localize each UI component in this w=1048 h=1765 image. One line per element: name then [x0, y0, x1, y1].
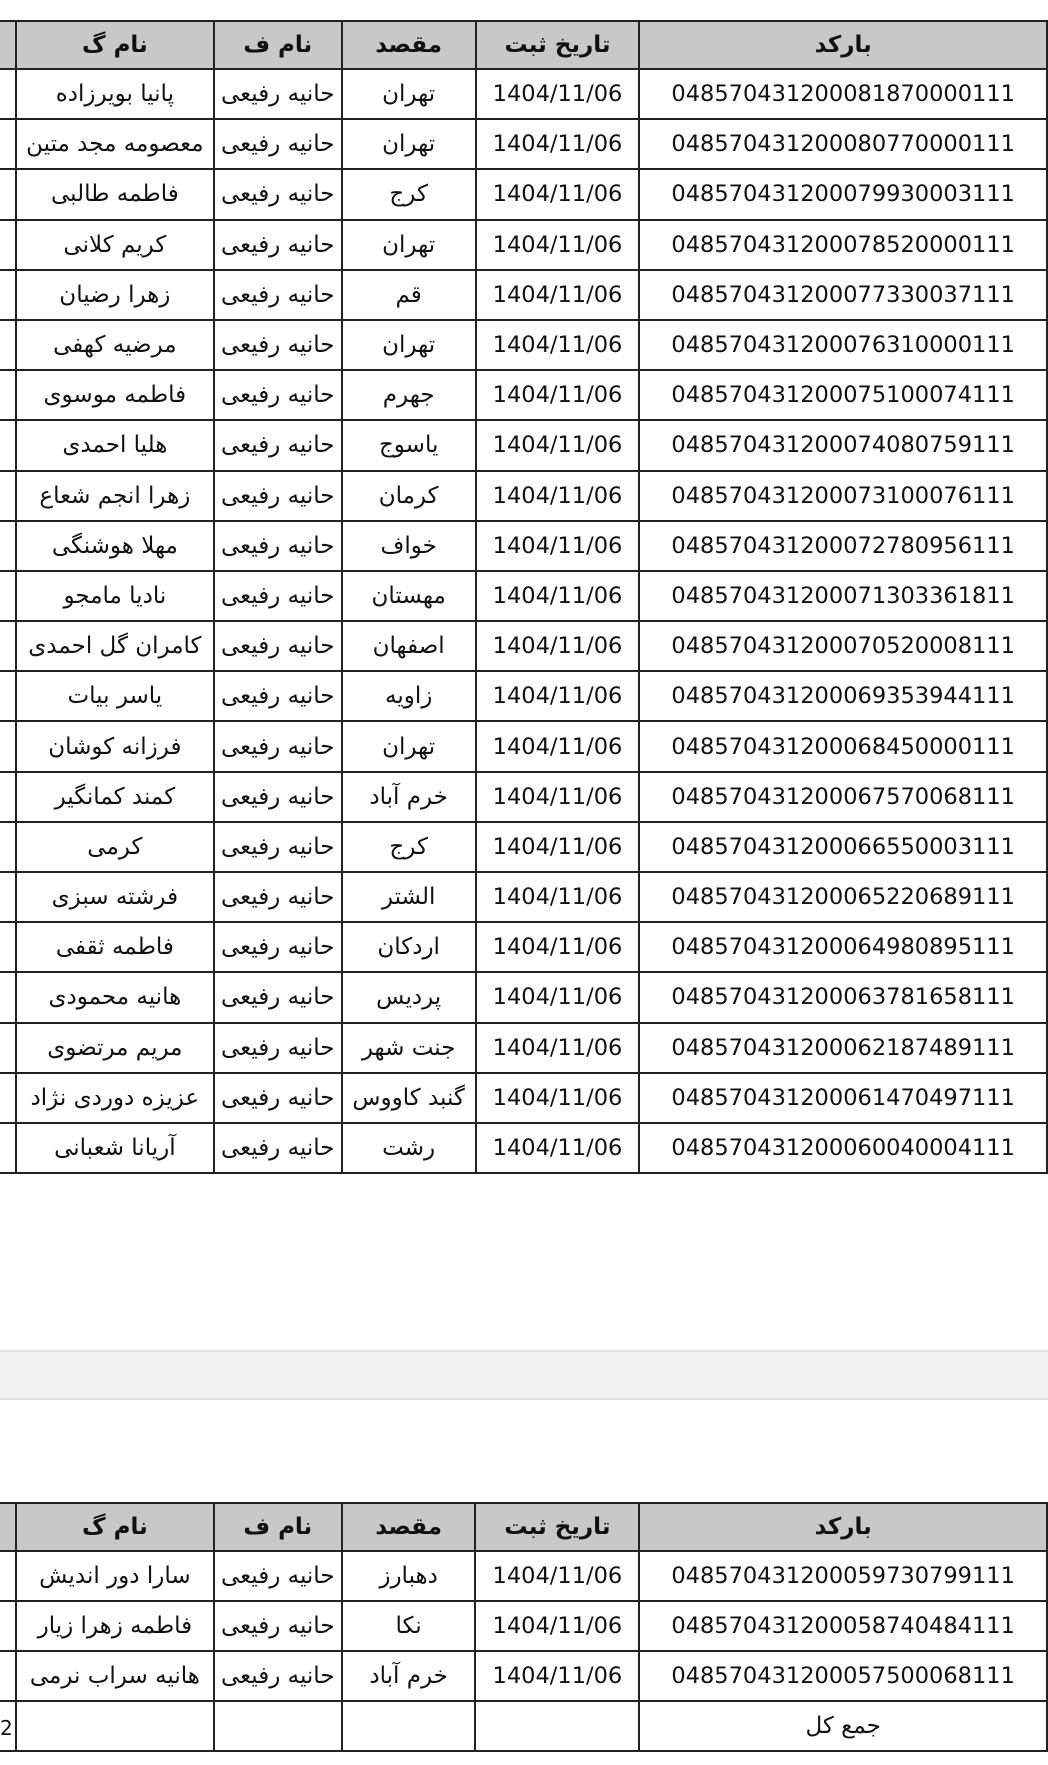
sender-cell: حانیه رفیعی [214, 671, 342, 721]
receiver-cell: فاطمه طالبی [16, 169, 214, 219]
destination-cell: تهران [342, 69, 476, 119]
row-edge-cell [0, 220, 16, 270]
table-row [0, 822, 1047, 872]
row-edge-cell [0, 872, 16, 922]
barcode-cell: 048570431200081870000111 [639, 69, 1047, 119]
table-header-row [0, 21, 1047, 69]
destination-cell: قم [342, 270, 476, 320]
destination-cell: تهران [342, 220, 476, 270]
table-row [0, 1023, 1047, 1073]
row-edge-cell [0, 1123, 16, 1173]
date-cell: 1404/11/06 [475, 1651, 639, 1701]
table-header-row [0, 1503, 1047, 1551]
total-empty-cell [342, 1701, 476, 1751]
total-empty-cell [16, 1701, 214, 1751]
section-separator [0, 1350, 1048, 1400]
total-empty-cell [475, 1701, 639, 1751]
table-row [0, 270, 1047, 320]
table-row [0, 621, 1047, 671]
header-receiver: نام گ [16, 21, 214, 69]
row-edge-cell [0, 370, 16, 420]
receiver-cell: فاطمه زهرا زیار [16, 1601, 214, 1651]
barcode-cell: 048570431200058740484111 [639, 1601, 1047, 1651]
row-edge-cell [0, 1551, 16, 1601]
sender-cell: حانیه رفیعی [214, 69, 342, 119]
table-row [0, 69, 1047, 119]
receiver-cell: نادیا مامجو [16, 571, 214, 621]
total-label: جمع کل [639, 1701, 1047, 1751]
table-row [0, 671, 1047, 721]
table-row [0, 471, 1047, 521]
sender-cell: حانیه رفیعی [214, 320, 342, 370]
barcode-cell: 048570431200078520000111 [639, 220, 1047, 270]
date-cell: 1404/11/06 [476, 922, 640, 972]
destination-cell: کرج [342, 822, 476, 872]
header-destination: مقصد [342, 21, 476, 69]
destination-cell: مهستان [342, 571, 476, 621]
sender-cell: حانیه رفیعی [214, 370, 342, 420]
table-row [0, 370, 1047, 420]
receiver-cell: یاسر بیات [16, 671, 214, 721]
receiver-cell: فرشته سبزی [16, 872, 214, 922]
destination-cell: دهبارز [342, 1551, 476, 1601]
receiver-cell: کامران گل احمدی [16, 621, 214, 671]
sender-cell: حانیه رفیعی [214, 1551, 342, 1601]
row-edge-cell [0, 571, 16, 621]
barcode-cell: 048570431200079930003111 [639, 169, 1047, 219]
receiver-cell: فرزانه کوشان [16, 721, 214, 771]
table-row [0, 721, 1047, 771]
destination-cell: جهرم [342, 370, 476, 420]
barcode-cell: 048570431200059730799111 [639, 1551, 1047, 1601]
receiver-cell: سارا دور اندیش [16, 1551, 214, 1601]
table-body-top [0, 69, 1047, 1173]
sender-cell: حانیه رفیعی [214, 972, 342, 1022]
barcode-cell: 048570431200066550003111 [639, 822, 1047, 872]
receiver-cell: آریانا شعبانی [16, 1123, 214, 1173]
destination-cell: تهران [342, 320, 476, 370]
destination-cell: خرم آباد [342, 772, 476, 822]
sender-cell: حانیه رفیعی [214, 621, 342, 671]
barcode-cell: 048570431200064980895111 [639, 922, 1047, 972]
header-date: تاریخ ثبت [475, 1503, 639, 1551]
row-edge-cell [0, 772, 16, 822]
sender-cell: حانیه رفیعی [214, 270, 342, 320]
row-edge-cell [0, 1023, 16, 1073]
receiver-cell: پانیا بویرزاده [16, 69, 214, 119]
header-date: تاریخ ثبت [476, 21, 640, 69]
receiver-cell: فاطمه ثقفی [16, 922, 214, 972]
destination-cell: رشت [342, 1123, 476, 1173]
sender-cell: حانیه رفیعی [214, 119, 342, 169]
total-edge-digit: 2 [0, 1716, 13, 1740]
date-cell: 1404/11/06 [476, 671, 640, 721]
receiver-cell: کرمی [16, 822, 214, 872]
barcode-cell: 048570431200060040004111 [639, 1123, 1047, 1173]
barcode-cell: 048570431200068450000111 [639, 721, 1047, 771]
barcode-cell: 048570431200071303361811 [639, 571, 1047, 621]
header-sender: نام ف [214, 21, 342, 69]
sender-cell: حانیه رفیعی [214, 1023, 342, 1073]
sender-cell: حانیه رفیعی [214, 1073, 342, 1123]
date-cell: 1404/11/06 [476, 69, 640, 119]
table-row [0, 1073, 1047, 1123]
barcode-cell: 048570431200067570068111 [639, 772, 1047, 822]
row-edge-cell [0, 1651, 16, 1701]
barcode-cell: 048570431200057500068111 [639, 1651, 1047, 1701]
date-cell: 1404/11/06 [476, 119, 640, 169]
receiver-cell: معصومه مجد متین [16, 119, 214, 169]
barcode-cell: 048570431200076310000111 [639, 320, 1047, 370]
row-edge-cell [0, 1601, 16, 1651]
table-row [0, 571, 1047, 621]
receiver-cell: مهلا هوشنگی [16, 521, 214, 571]
barcode-cell: 048570431200080770000111 [639, 119, 1047, 169]
barcode-cell: 048570431200074080759111 [639, 420, 1047, 470]
sender-cell: حانیه رفیعی [214, 1601, 342, 1651]
sender-cell: حانیه رفیعی [214, 922, 342, 972]
date-cell: 1404/11/06 [476, 270, 640, 320]
table-row [0, 220, 1047, 270]
date-cell: 1404/11/06 [476, 220, 640, 270]
receiver-cell: مریم مرتضوی [16, 1023, 214, 1073]
receiver-cell: کریم کلانی [16, 220, 214, 270]
date-cell: 1404/11/06 [476, 471, 640, 521]
sender-cell: حانیه رفیعی [214, 1651, 342, 1701]
table-row [0, 1651, 1047, 1701]
row-edge-cell [0, 471, 16, 521]
date-cell: 1404/11/06 [476, 169, 640, 219]
header-edge [0, 1503, 16, 1551]
table-row [0, 1123, 1047, 1173]
table-row [0, 922, 1047, 972]
date-cell: 1404/11/06 [475, 1551, 639, 1601]
shipments-table-bottom [0, 1502, 1048, 1752]
destination-cell: زاویه [342, 671, 476, 721]
destination-cell: پردیس [342, 972, 476, 1022]
sender-cell: حانیه رفیعی [214, 872, 342, 922]
barcode-cell: 048570431200061470497111 [639, 1073, 1047, 1123]
barcode-cell: 048570431200062187489111 [639, 1023, 1047, 1073]
table-row [0, 521, 1047, 571]
destination-cell: اصفهان [342, 621, 476, 671]
sender-cell: حانیه رفیعی [214, 721, 342, 771]
receiver-cell: مرضیه کهفی [16, 320, 214, 370]
receiver-cell: فاطمه موسوی [16, 370, 214, 420]
table-row [0, 1551, 1047, 1601]
destination-cell: الشتر [342, 872, 476, 922]
table-row [0, 772, 1047, 822]
row-edge-cell [0, 169, 16, 219]
date-cell: 1404/11/06 [476, 1023, 640, 1073]
header-sender: نام ف [214, 1503, 342, 1551]
sender-cell: حانیه رفیعی [214, 822, 342, 872]
row-edge-cell [0, 521, 16, 571]
row-edge-cell [0, 621, 16, 671]
table-row [0, 119, 1047, 169]
header-barcode: بارکد [639, 1503, 1047, 1551]
row-edge-cell [0, 320, 16, 370]
destination-cell: جنت شهر [342, 1023, 476, 1073]
date-cell: 1404/11/06 [476, 521, 640, 571]
date-cell: 1404/11/06 [476, 370, 640, 420]
barcode-cell: 048570431200069353944111 [639, 671, 1047, 721]
destination-cell: تهران [342, 721, 476, 771]
sender-cell: حانیه رفیعی [214, 169, 342, 219]
barcode-cell: 048570431200065220689111 [639, 872, 1047, 922]
date-cell: 1404/11/06 [476, 621, 640, 671]
header-edge [0, 21, 16, 69]
table-row [0, 320, 1047, 370]
receiver-cell: کمند کمانگیر [16, 772, 214, 822]
row-edge-cell [0, 1073, 16, 1123]
barcode-cell: 048570431200070520008111 [639, 621, 1047, 671]
sender-cell: حانیه رفیعی [214, 471, 342, 521]
total-empty-cell [214, 1701, 342, 1751]
header-barcode: بارکد [639, 21, 1047, 69]
row-edge-cell [0, 69, 16, 119]
row-edge-cell [0, 671, 16, 721]
destination-cell: خرم آباد [342, 1651, 476, 1701]
header-receiver: نام گ [16, 1503, 214, 1551]
destination-cell: گنبد کاووس [342, 1073, 476, 1123]
receiver-cell: زهرا انجم شعاع [16, 471, 214, 521]
table-row [0, 420, 1047, 470]
sender-cell: حانیه رفیعی [214, 521, 342, 571]
date-cell: 1404/11/06 [476, 972, 640, 1022]
row-edge-cell [0, 119, 16, 169]
sender-cell: حانیه رفیعی [214, 772, 342, 822]
date-cell: 1404/11/06 [476, 1123, 640, 1173]
shipments-table-top [0, 20, 1048, 1174]
date-cell: 1404/11/06 [476, 772, 640, 822]
sender-cell: حانیه رفیعی [214, 220, 342, 270]
date-cell: 1404/11/06 [475, 1601, 639, 1651]
row-edge-cell [0, 972, 16, 1022]
destination-cell: تهران [342, 119, 476, 169]
date-cell: 1404/11/06 [476, 872, 640, 922]
barcode-cell: 048570431200077330037111 [639, 270, 1047, 320]
table-body-bottom [0, 1551, 1047, 1701]
table-row [0, 872, 1047, 922]
receiver-cell: هانیه محمودی [16, 972, 214, 1022]
sender-cell: حانیه رفیعی [214, 571, 342, 621]
sender-cell: حانیه رفیعی [214, 1123, 342, 1173]
table-row [0, 169, 1047, 219]
destination-cell: یاسوج [342, 420, 476, 470]
receiver-cell: هانیه سراب نرمی [16, 1651, 214, 1701]
destination-cell: کرمان [342, 471, 476, 521]
row-edge-cell [0, 822, 16, 872]
barcode-cell: 048570431200072780956111 [639, 521, 1047, 571]
date-cell: 1404/11/06 [476, 1073, 640, 1123]
destination-cell: خواف [342, 521, 476, 571]
barcode-cell: 048570431200075100074111 [639, 370, 1047, 420]
row-edge-cell [0, 270, 16, 320]
receiver-cell: عزیزه دوردی نژاد [16, 1073, 214, 1123]
date-cell: 1404/11/06 [476, 420, 640, 470]
receiver-cell: هلیا احمدی [16, 420, 214, 470]
date-cell: 1404/11/06 [476, 822, 640, 872]
table-row [0, 972, 1047, 1022]
row-edge-cell [0, 922, 16, 972]
date-cell: 1404/11/06 [476, 721, 640, 771]
receiver-cell: زهرا رضیان [16, 270, 214, 320]
destination-cell: کرج [342, 169, 476, 219]
barcode-cell: 048570431200063781658111 [639, 972, 1047, 1022]
row-edge-cell [0, 420, 16, 470]
date-cell: 1404/11/06 [476, 320, 640, 370]
total-row [0, 1701, 1047, 1751]
destination-cell: نکا [342, 1601, 476, 1651]
sender-cell: حانیه رفیعی [214, 420, 342, 470]
row-edge-cell [0, 721, 16, 771]
table-row [0, 1601, 1047, 1651]
barcode-cell: 048570431200073100076111 [639, 471, 1047, 521]
destination-cell: اردکان [342, 922, 476, 972]
date-cell: 1404/11/06 [476, 571, 640, 621]
header-destination: مقصد [342, 1503, 476, 1551]
